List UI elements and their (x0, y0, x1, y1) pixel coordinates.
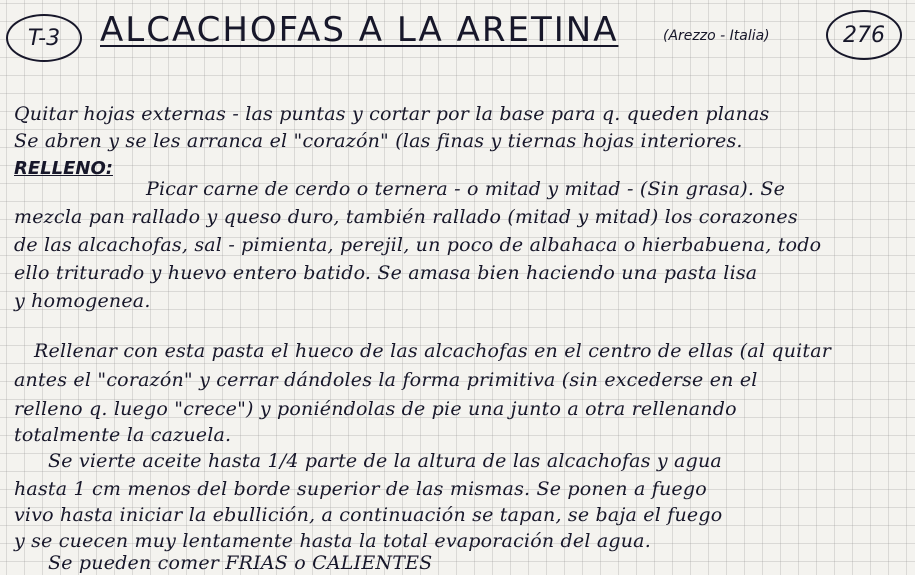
recipe-code: T-3 (27, 25, 61, 51)
page-number: 276 (843, 22, 885, 48)
rellenar-line-8: y se cuecen muy lentamente hasta la total evaporación del agua. (14, 530, 651, 552)
rellenar-line-5: Se vierte aceite hasta 1/4 parte de la altura de las alcachofas y agua (48, 450, 722, 472)
page-number-circle (826, 10, 902, 60)
intro-line-1: Quitar hojas externas - las puntas y cortar por la base para q. queden planas (14, 103, 770, 125)
rellenar-line-1: Rellenar con esta pasta el hueco de las alcachofas en el centro de ellas (al quitar (34, 340, 832, 362)
relleno-line-2: mezcla pan rallado y queso duro, también rallado (mitad y mitad) los corazones (14, 206, 798, 228)
recipe-title: ALCACHOFAS A LA ARETINA (100, 10, 619, 50)
rellenar-line-9: Se pueden comer FRIAS o CALIENTES (48, 552, 433, 574)
relleno-line-3: de las alcachofas, sal - pimienta, perejil, un poco de albahaca o hierbabuena, todo (14, 234, 822, 256)
relleno-line-4: ello triturado y huevo entero batido. Se amasa bien haciendo una pasta lisa (14, 262, 758, 284)
rellenar-line-4: totalmente la cazuela. (14, 424, 232, 446)
relleno-heading: RELLENO: (14, 158, 113, 179)
intro-line-2: Se abren y se les arranca el "corazón" (las finas y tiernas hojas interiores. (14, 130, 743, 152)
rellenar-line-3: relleno q. luego "crece") y poniéndolas de pie una junto a otra rellenando (14, 398, 737, 420)
recipe-origin: (Arezzo - Italia) (663, 28, 770, 44)
relleno-line-5: y homogenea. (14, 290, 151, 312)
recipe-code-circle (6, 14, 82, 62)
rellenar-line-6: hasta 1 cm menos del borde superior de las mismas. Se ponen a fuego (14, 478, 707, 500)
relleno-line-1: Picar carne de cerdo o ternera - o mitad y mitad - (Sin grasa). Se (146, 178, 786, 200)
rellenar-line-7: vivo hasta iniciar la ebullición, a continuación se tapan, se baja el fuego (14, 504, 723, 526)
rellenar-line-2: antes el "corazón" y cerrar dándoles la forma primitiva (sin excederse en el (14, 369, 758, 391)
